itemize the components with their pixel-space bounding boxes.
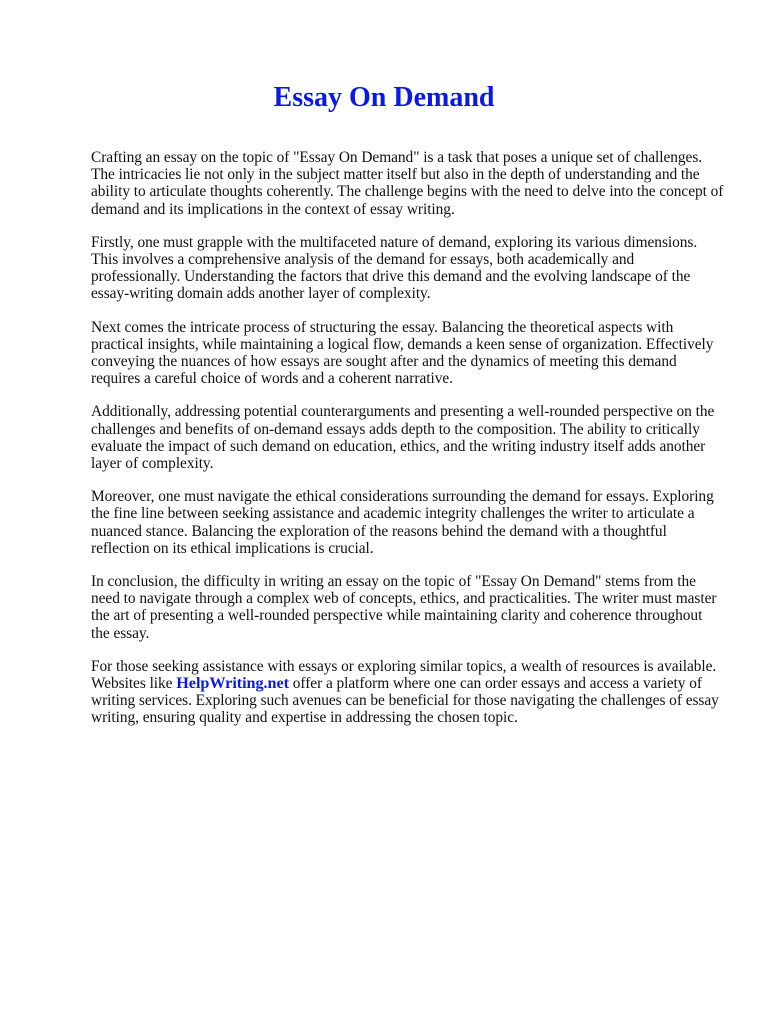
- paragraph-4: Additionally, addressing potential counterarguments and presenting a well-rounded perspective on the challenges and benefits of on-demand essays adds depth to the composition. The ability to critically evaluate the impact of such demand on education, ethics, and the writing industry itself adds another layer of complexity.: [91, 403, 715, 473]
- paragraph-3: Next comes the intricate process of structuring the essay. Balancing the theoretical aspects with practical insights, while maintaining a logical flow, demands a keen sense of organization. Effectively conveying the nuances of how essays are sought after and the dynamics of meeting this demand requires a careful choice of words and a coherent narrative.: [91, 318, 714, 388]
- paragraph-6: In conclusion, the difficulty in writing an essay on the topic of "Essay On Demand" stems from the need to navigate through a complex web of concepts, ethics, and practicalities. The writer must master the art of presenting a well-rounded perspective while maintaining clarity and coherence throughout the essay.: [91, 573, 717, 642]
- paragraph-2: Firstly, one must grapple with the multifaceted nature of demand, exploring its various dimensions. This involves a comprehensive analysis of the demand for essays, both academically and professionally. Understanding the factors that drive this demand and the evolving landscape of the essay-writing domain adds another layer of complexity.: [91, 233, 698, 303]
- helpwriting-link[interactable]: HelpWriting.net: [176, 674, 289, 693]
- page-title: Essay On Demand: [273, 82, 495, 113]
- paragraph-5: Moreover, one must navigate the ethical considerations surrounding the demand for essays. Exploring the fine line between seeking assistance and academic integrity challenges the writer to articulate a nuanced stance. Balancing the exploration of the reasons behind the demand with a thoughtful reflection on its ethical implications is crucial.: [91, 488, 714, 557]
- paragraph-1: Crafting an essay on the topic of "Essay On Demand" is a task that poses a unique set of challenges. The intricacies lie not only in the subject matter itself but also in the depth of understanding and the ability to articulate thoughts coherently. The challenge begins with the need to delve into the concept of demand and its implications in the context of essay writing.: [91, 149, 724, 218]
- paragraph-7: [91, 658, 724, 727]
- paragraph-7-text-after-link: offer a platform where one can order essays and access a variety of writing services. Exploring such avenues can be beneficial for those navigating the challenges of essay writing, ensuring quality and expertise in addressing the chosen topic.: [91, 675, 719, 727]
- paragraph-7-text-before-link: For those seeking assistance with essays or exploring similar topics, a wealth of resources is available. Websites like: [91, 657, 717, 693]
- document-body: [91, 149, 724, 727]
